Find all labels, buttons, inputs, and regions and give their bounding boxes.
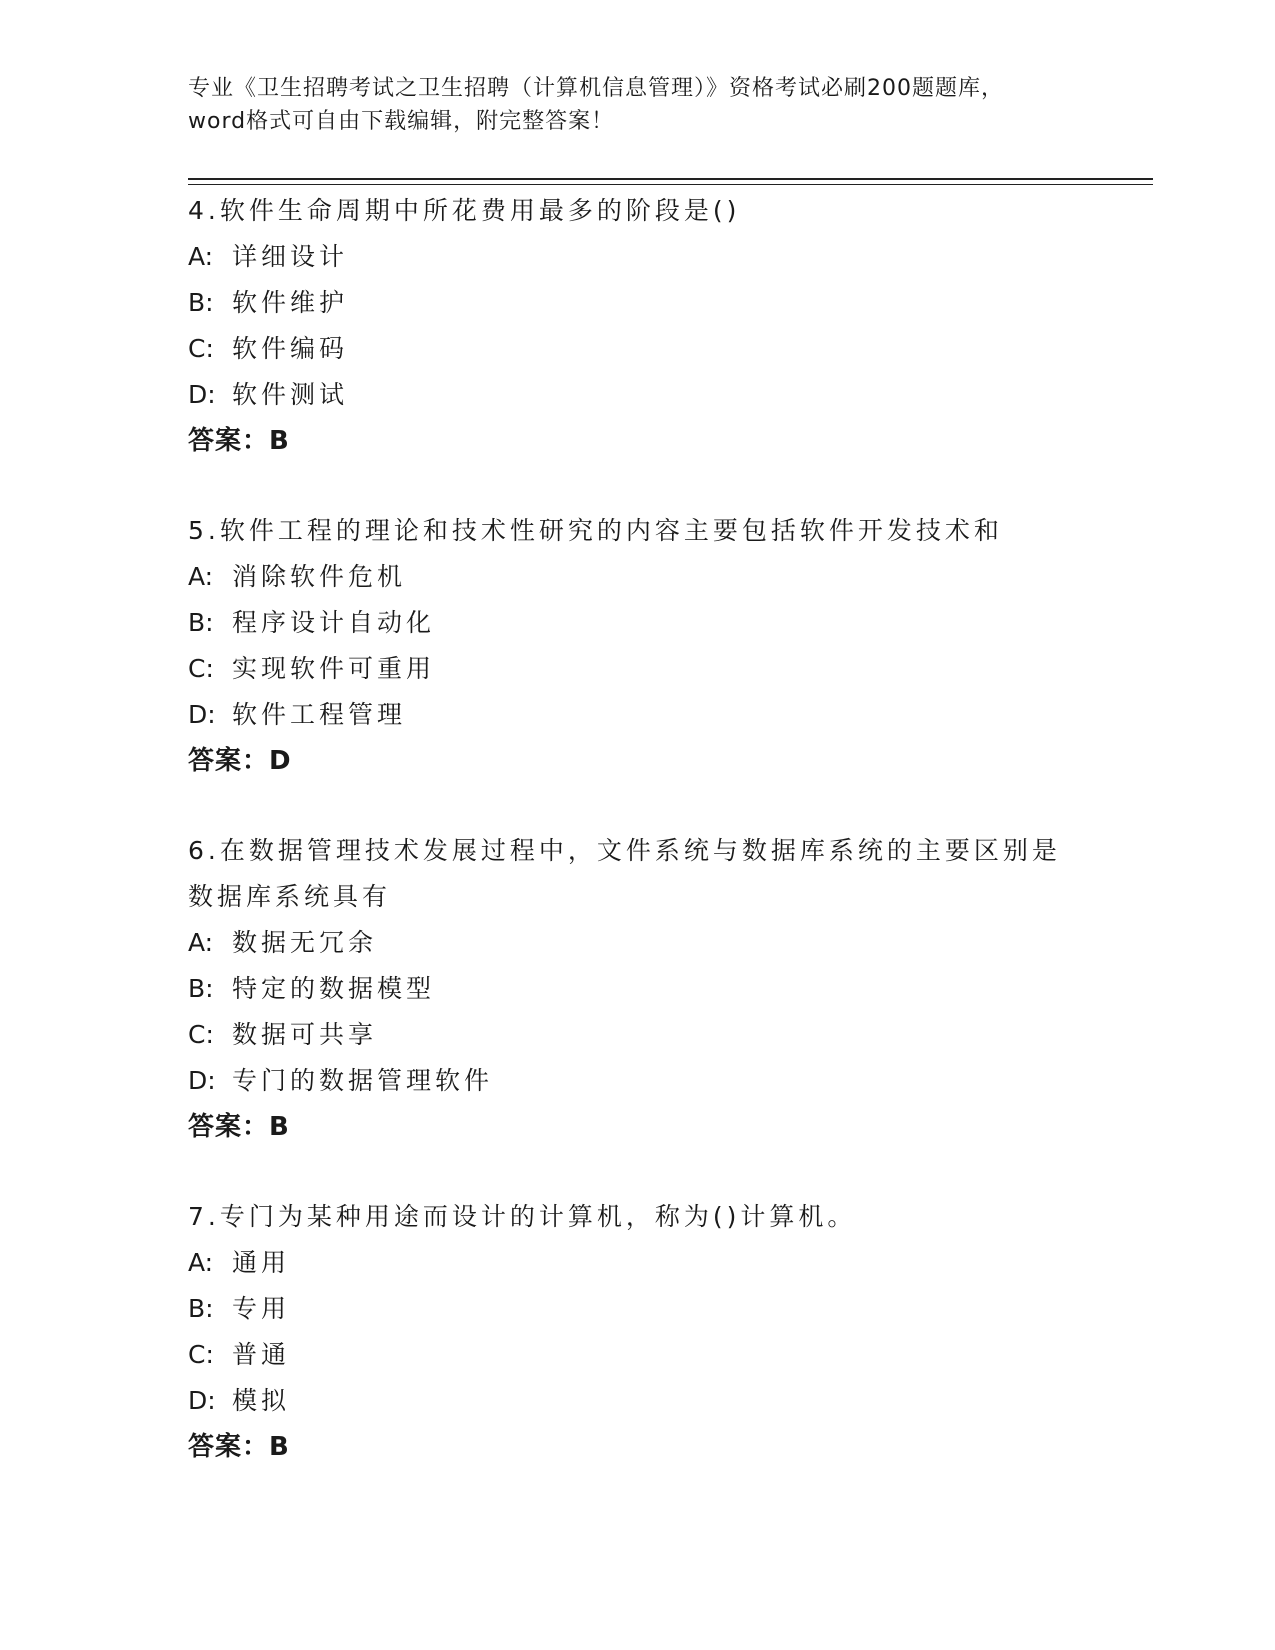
option-text: 详细设计 bbox=[232, 242, 349, 271]
question-block bbox=[188, 1194, 1088, 1470]
question-block bbox=[188, 188, 1088, 464]
option-c bbox=[188, 646, 1088, 692]
answer-line: 答案：B bbox=[188, 1432, 290, 1462]
option-text: 软件工程管理 bbox=[232, 700, 407, 729]
question-text: 4.软件生命周期中所花费用最多的阶段是() bbox=[188, 196, 741, 225]
option-letter: B: bbox=[188, 288, 214, 317]
option-text: 专用 bbox=[232, 1294, 291, 1323]
document-header bbox=[188, 72, 1088, 138]
answer-line: 答案：B bbox=[188, 426, 290, 456]
question-text: 6.在数据管理技术发展过程中，文件系统与数据库系统的主要区别是数据库系统具有 bbox=[188, 836, 1061, 911]
answer-line: 答案：B bbox=[188, 1112, 290, 1142]
option-letter: C: bbox=[188, 1340, 214, 1369]
option-a bbox=[188, 1240, 1088, 1286]
option-a bbox=[188, 554, 1088, 600]
question-text: 5.软件工程的理论和技术性研究的内容主要包括软件开发技术和 bbox=[188, 516, 1003, 545]
option-b bbox=[188, 600, 1088, 646]
option-d bbox=[188, 692, 1088, 738]
question-text: 7.专门为某种用途而设计的计算机，称为()计算机。 bbox=[188, 1202, 857, 1231]
option-letter: A: bbox=[188, 562, 214, 591]
option-letter: D: bbox=[188, 380, 216, 409]
option-letter: D: bbox=[188, 1066, 216, 1095]
option-a bbox=[188, 920, 1088, 966]
option-text: 软件编码 bbox=[232, 334, 349, 363]
option-b bbox=[188, 1286, 1088, 1332]
header-line-2: word格式可自由下载编辑，附完整答案！ bbox=[188, 109, 615, 134]
option-letter: C: bbox=[188, 654, 214, 683]
option-b bbox=[188, 280, 1088, 326]
option-c bbox=[188, 1012, 1088, 1058]
option-letter: C: bbox=[188, 334, 214, 363]
option-text: 特定的数据模型 bbox=[232, 974, 436, 1003]
option-d bbox=[188, 1378, 1088, 1424]
header-line-1: 专业《卫生招聘考试之卫生招聘（计算机信息管理）》资格考试必刷200题题库， bbox=[188, 76, 1004, 101]
option-text: 专门的数据管理软件 bbox=[232, 1066, 494, 1095]
option-letter: B: bbox=[188, 1294, 214, 1323]
option-text: 程序设计自动化 bbox=[232, 608, 436, 637]
header-divider-thick bbox=[188, 178, 1153, 180]
question-block bbox=[188, 828, 1088, 1150]
option-text: 模拟 bbox=[232, 1386, 291, 1415]
option-text: 通用 bbox=[232, 1248, 291, 1277]
option-c bbox=[188, 326, 1088, 372]
option-text: 消除软件危机 bbox=[232, 562, 407, 591]
question-list bbox=[188, 188, 1088, 1514]
option-c bbox=[188, 1332, 1088, 1378]
answer-line: 答案：D bbox=[188, 746, 292, 776]
option-text: 数据可共享 bbox=[232, 1020, 378, 1049]
option-letter: C: bbox=[188, 1020, 214, 1049]
option-letter: A: bbox=[188, 242, 214, 271]
option-text: 数据无冗余 bbox=[232, 928, 378, 957]
option-letter: D: bbox=[188, 700, 216, 729]
option-d bbox=[188, 372, 1088, 418]
option-text: 软件维护 bbox=[232, 288, 349, 317]
option-text: 普通 bbox=[232, 1340, 291, 1369]
question-block bbox=[188, 508, 1088, 784]
option-letter: B: bbox=[188, 608, 214, 637]
option-letter: D: bbox=[188, 1386, 216, 1415]
header-divider-thin bbox=[188, 184, 1153, 185]
option-letter: A: bbox=[188, 928, 214, 957]
option-b bbox=[188, 966, 1088, 1012]
option-letter: A: bbox=[188, 1248, 214, 1277]
option-d bbox=[188, 1058, 1088, 1104]
option-text: 实现软件可重用 bbox=[232, 654, 436, 683]
option-a bbox=[188, 234, 1088, 280]
option-letter: B: bbox=[188, 974, 214, 1003]
option-text: 软件测试 bbox=[232, 380, 349, 409]
